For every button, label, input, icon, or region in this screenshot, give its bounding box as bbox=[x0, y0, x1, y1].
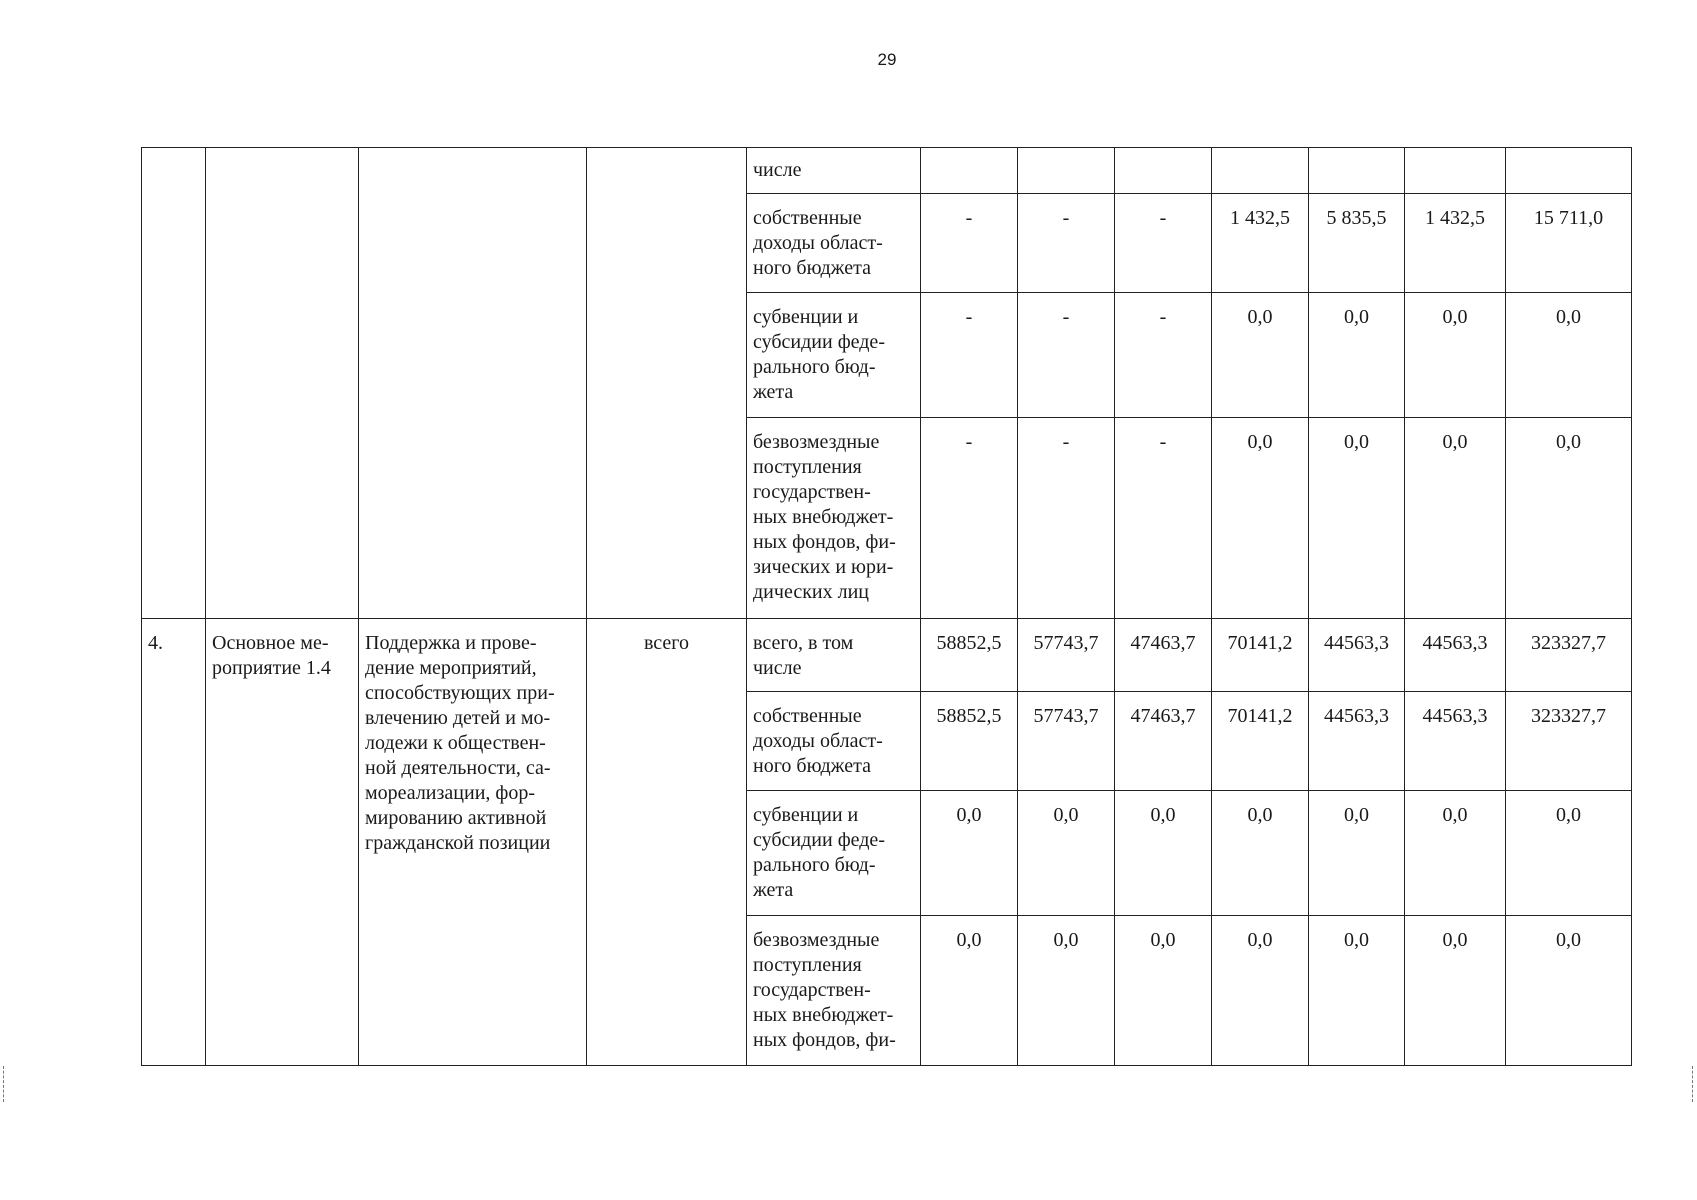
value-cell: 70141,2 bbox=[1212, 619, 1309, 692]
value-cell: 0,0 bbox=[1212, 916, 1309, 1066]
value-cell: 58852,5 bbox=[921, 692, 1018, 791]
value-cell: - bbox=[921, 418, 1018, 619]
value-cell: 0,0 bbox=[1018, 916, 1115, 1066]
blank-description-cell bbox=[359, 148, 587, 619]
blank-index-cell bbox=[142, 148, 206, 619]
budget-table bbox=[141, 147, 1632, 1066]
source-cell: безвозмездные поступления государствен- ных внебюджет- ных фондов, фи- bbox=[747, 916, 921, 1066]
total-value-cell bbox=[1506, 148, 1632, 194]
value-cell: 47463,7 bbox=[1115, 692, 1212, 791]
value-cell: - bbox=[1115, 418, 1212, 619]
measure-name: Основное ме- роприятие 1.4 bbox=[206, 619, 359, 1066]
value-cell: 0,0 bbox=[1405, 916, 1506, 1066]
measure-executor: всего bbox=[587, 619, 747, 1066]
total-value-cell: 15 711,0 bbox=[1506, 194, 1632, 293]
value-cell: 0,0 bbox=[921, 791, 1018, 916]
value-cell: 70141,2 bbox=[1212, 692, 1309, 791]
crop-mark-left bbox=[3, 1066, 5, 1102]
value-cell: 0,0 bbox=[1309, 791, 1405, 916]
value-cell: 44563,3 bbox=[1309, 619, 1405, 692]
value-cell: 0,0 bbox=[1115, 791, 1212, 916]
value-cell bbox=[921, 148, 1018, 194]
value-cell: 0,0 bbox=[1212, 791, 1309, 916]
value-cell: 58852,5 bbox=[921, 619, 1018, 692]
value-cell: - bbox=[1115, 293, 1212, 418]
source-cell: числе bbox=[747, 148, 921, 194]
value-cell: 0,0 bbox=[1212, 293, 1309, 418]
source-cell: всего, в том числе bbox=[747, 619, 921, 692]
measure-index: 4. bbox=[142, 619, 206, 1066]
total-value-cell: 323327,7 bbox=[1506, 619, 1632, 692]
value-cell: 0,0 bbox=[1405, 791, 1506, 916]
total-value-cell: 0,0 bbox=[1506, 916, 1632, 1066]
total-value-cell: 0,0 bbox=[1506, 293, 1632, 418]
table-row bbox=[142, 619, 1632, 692]
value-cell: 57743,7 bbox=[1018, 619, 1115, 692]
value-cell bbox=[1115, 148, 1212, 194]
value-cell: 0,0 bbox=[1309, 916, 1405, 1066]
total-value-cell: 323327,7 bbox=[1506, 692, 1632, 791]
value-cell: 0,0 bbox=[1212, 418, 1309, 619]
source-cell: безвозмездные поступления государствен- ных внебюджет- ных фондов, фи- зических и юри- дических лиц bbox=[747, 418, 921, 619]
value-cell: 44563,3 bbox=[1405, 692, 1506, 791]
crop-mark-right bbox=[1692, 1066, 1694, 1102]
source-cell: собственные доходы област- ного бюджета bbox=[747, 194, 921, 293]
value-cell: 0,0 bbox=[1405, 418, 1506, 619]
value-cell: - bbox=[1018, 418, 1115, 619]
value-cell: 0,0 bbox=[1309, 293, 1405, 418]
value-cell: - bbox=[921, 194, 1018, 293]
source-cell: субвенции и субсидии феде- рального бюд- жета bbox=[747, 791, 921, 916]
total-value-cell: 0,0 bbox=[1506, 418, 1632, 619]
value-cell bbox=[1309, 148, 1405, 194]
value-cell: 0,0 bbox=[921, 916, 1018, 1066]
page-number: 29 bbox=[877, 50, 897, 69]
value-cell: 57743,7 bbox=[1018, 692, 1115, 791]
source-cell: субвенции и субсидии феде- рального бюд- жета bbox=[747, 293, 921, 418]
table-row bbox=[142, 148, 1632, 194]
value-cell: 5 835,5 bbox=[1309, 194, 1405, 293]
value-cell bbox=[1018, 148, 1115, 194]
blank-executor-cell bbox=[587, 148, 747, 619]
measure-description: Поддержка и прове- дение мероприятий, способствующих при- влечению детей и мо- лодежи к обществен- ной деятельности, са- мореализации, фор- мированию активной гражданской позиции bbox=[359, 619, 587, 1066]
value-cell: 0,0 bbox=[1115, 916, 1212, 1066]
value-cell: 44563,3 bbox=[1405, 619, 1506, 692]
value-cell: 0,0 bbox=[1405, 293, 1506, 418]
value-cell: 44563,3 bbox=[1309, 692, 1405, 791]
value-cell: 0,0 bbox=[1309, 418, 1405, 619]
value-cell: - bbox=[921, 293, 1018, 418]
value-cell: - bbox=[1018, 194, 1115, 293]
value-cell: 1 432,5 bbox=[1212, 194, 1309, 293]
blank-name-cell bbox=[206, 148, 359, 619]
value-cell bbox=[1405, 148, 1506, 194]
value-cell: 47463,7 bbox=[1115, 619, 1212, 692]
value-cell bbox=[1212, 148, 1309, 194]
source-cell: собственные доходы област- ного бюджета bbox=[747, 692, 921, 791]
value-cell: - bbox=[1018, 293, 1115, 418]
value-cell: - bbox=[1115, 194, 1212, 293]
value-cell: 0,0 bbox=[1018, 791, 1115, 916]
value-cell: 1 432,5 bbox=[1405, 194, 1506, 293]
total-value-cell: 0,0 bbox=[1506, 791, 1632, 916]
